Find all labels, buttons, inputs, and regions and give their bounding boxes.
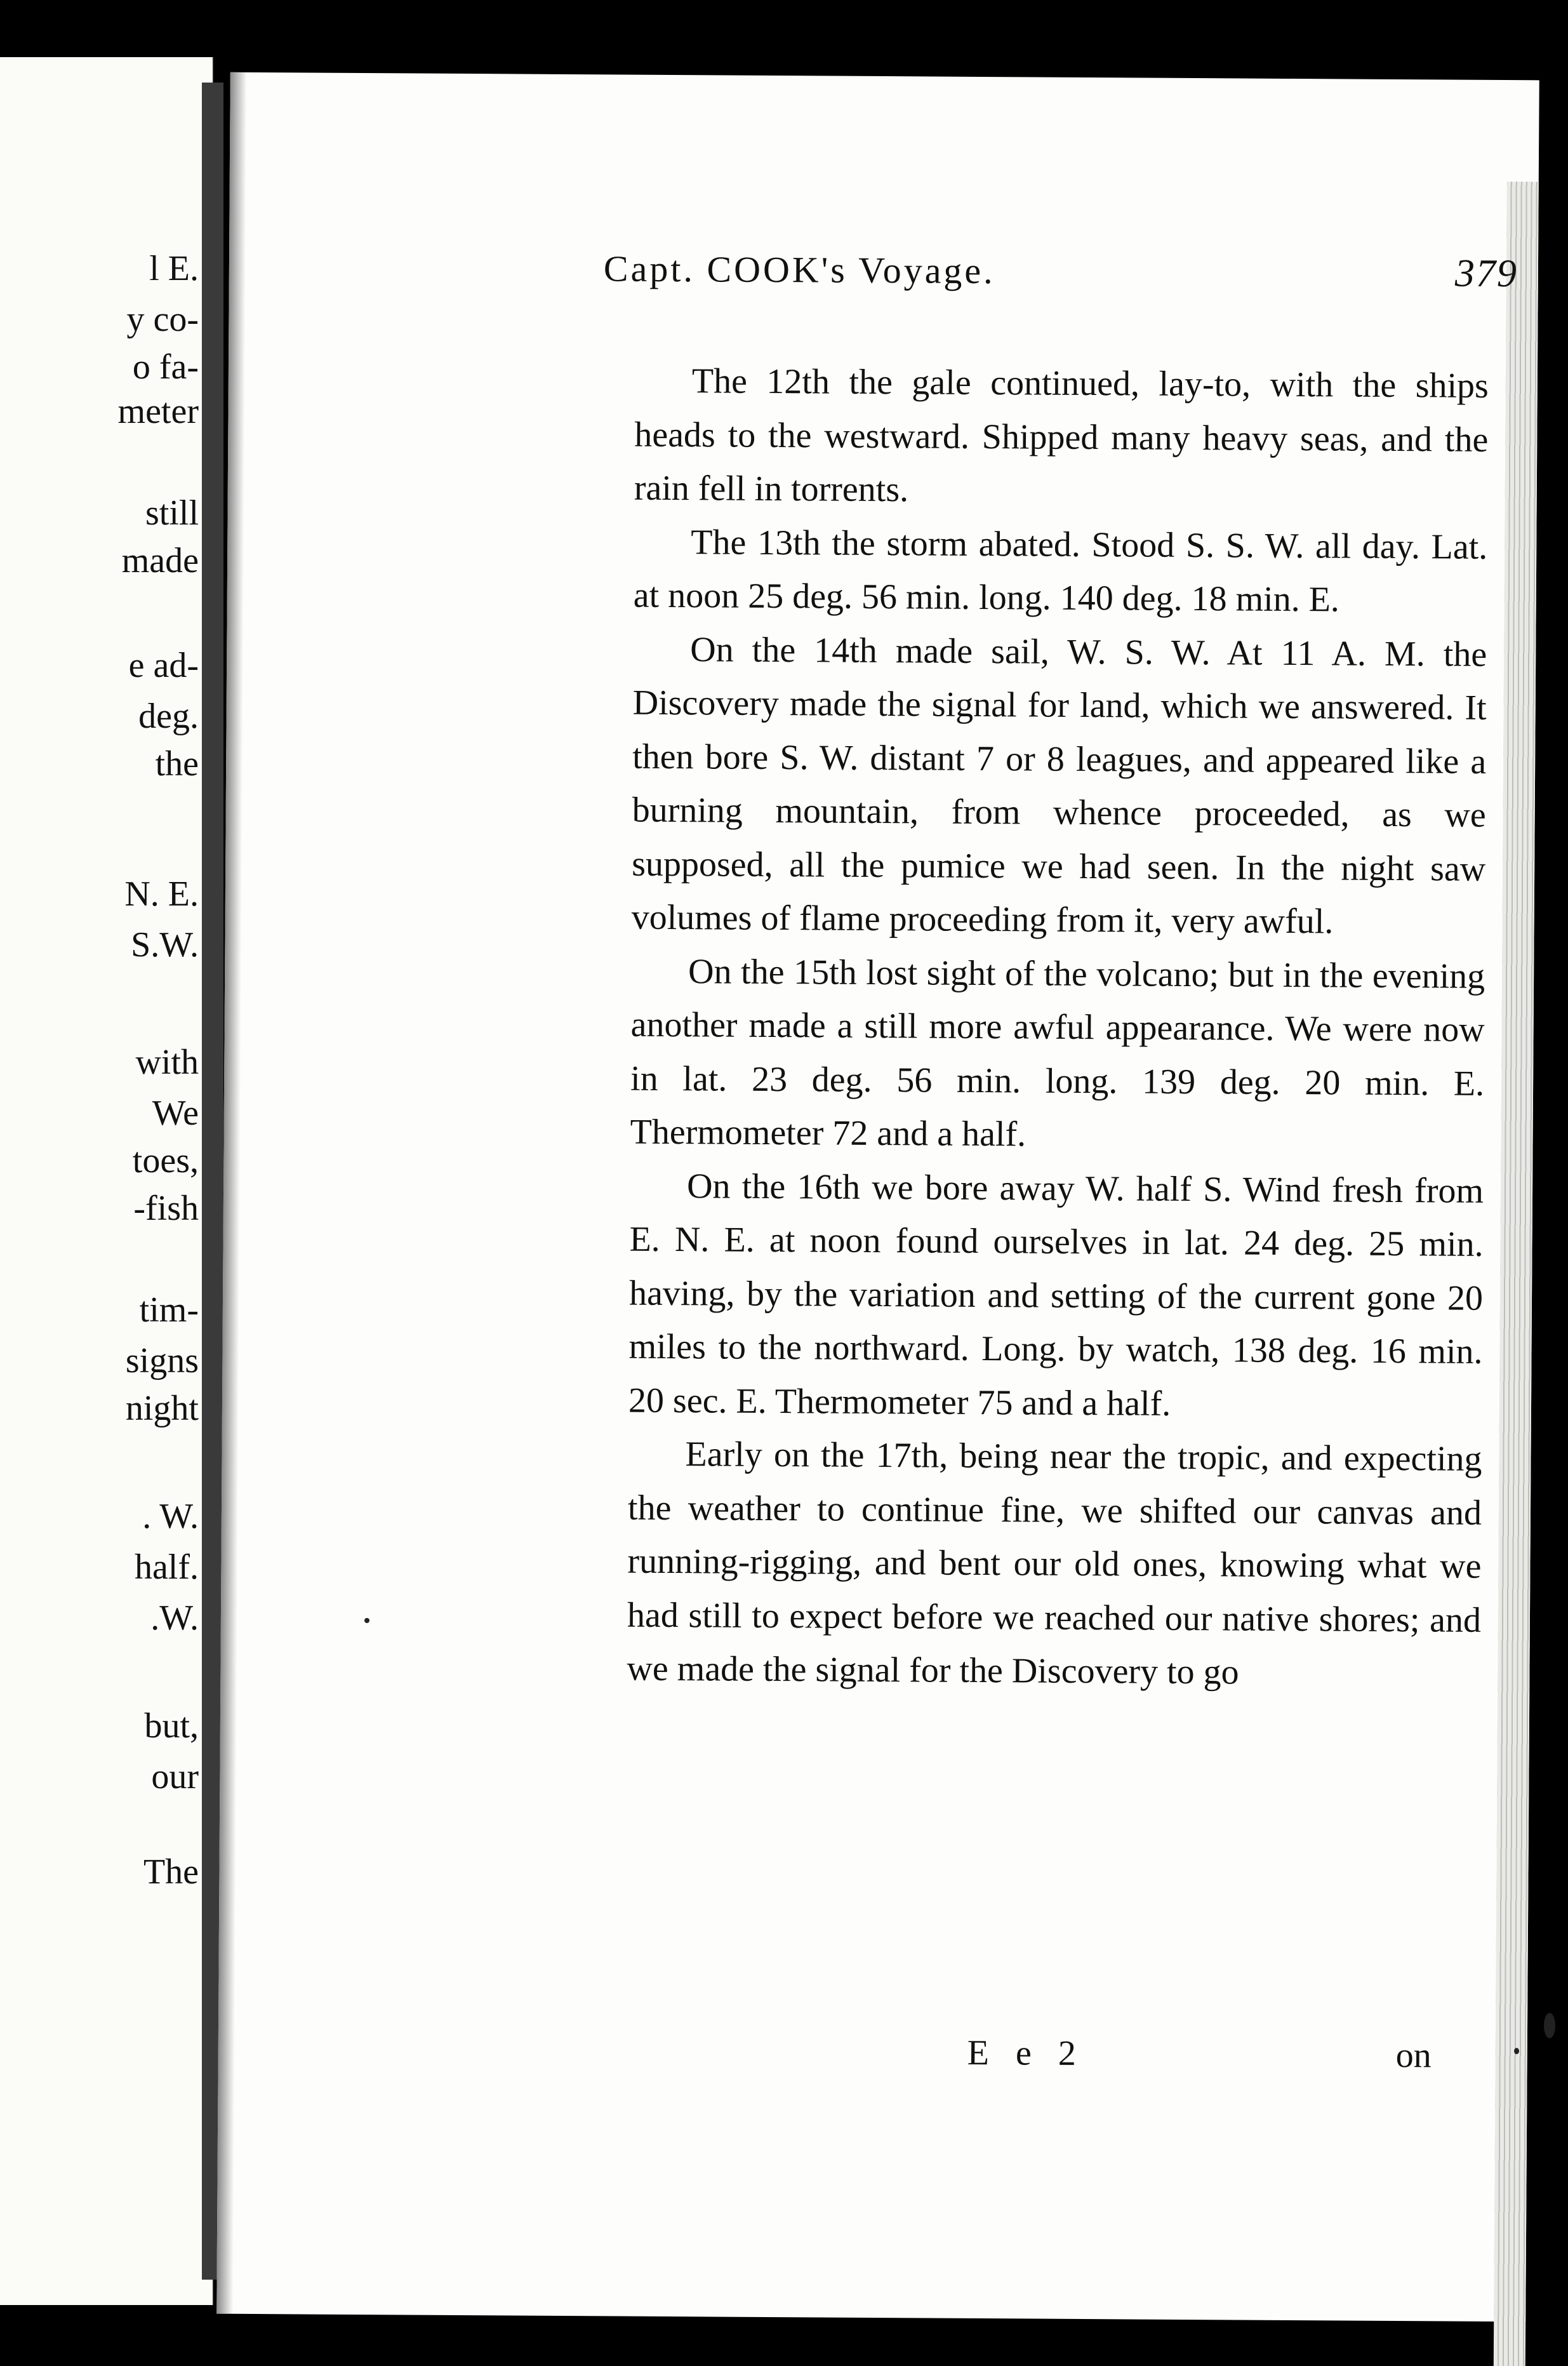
scan-speck [1514, 2048, 1519, 2054]
left-page-fragment: . W. [142, 1497, 199, 1536]
catchword: on [1395, 2036, 1432, 2076]
left-page-fragment: still [145, 493, 199, 533]
left-page-fragment: The [143, 1852, 199, 1892]
page-footer [218, 2028, 1527, 2076]
scan-speck [1544, 2013, 1555, 2038]
paragraph: The 12th the gale continued, lay-to, with the ships heads to the westward. Shipped many heavy seas, and the rain fell in torrents. [634, 361, 1489, 510]
left-page-fragment: tim- [139, 1290, 199, 1330]
page-edges [1494, 182, 1539, 2366]
right-page [216, 72, 1539, 2322]
paragraph: On the 14th made sail, W. S. W. At 11 A. M. the Discovery made the signal for land, which we answered. It then bore S. W. distant 7 or 8 leagues, and appeared like a burning mountain, from whence proceeded, as we supposed, all the pumice we had seen. In the night saw volumes of flame proceeding from it, very awful. [631, 629, 1487, 942]
scan-speck [364, 1618, 369, 1623]
page-number: 379 [1454, 251, 1518, 296]
left-page-fragment: o fa- [132, 347, 199, 387]
paragraph: The 13th the storm abated. Stood S. S. W. all day. Lat. at noon 25 deg. 56 min. long. 140 deg. 18 min. E. [633, 522, 1488, 620]
left-page-fragment: with [135, 1043, 199, 1082]
left-page-fragment: our [151, 1757, 199, 1796]
signature-mark: E e 2 [967, 2033, 1086, 2074]
left-page-fragment: toes, [132, 1141, 199, 1180]
left-page-fragment: .W. [150, 1598, 199, 1638]
left-page-fragment: the [155, 744, 199, 784]
left-page-fragment: S.W. [131, 925, 199, 965]
left-page-fragment: meter [117, 392, 199, 431]
left-page-fragment: deg. [138, 697, 199, 736]
left-page-fragment: half. [134, 1547, 199, 1587]
left-page-fragment: -fish [133, 1189, 199, 1228]
left-page-fragment: night [125, 1389, 199, 1428]
paragraph: On the 16th we bore away W. half S. Wind fresh from E. N. E. at noon found ourselves in lat. 24 deg. 25 min. having, by the variation and setting of the current gone 20 miles to the northward. Long. by watch, 138 deg. 16 min. 20 sec. E. Thermometer 75 and a half. [628, 1166, 1484, 1424]
left-page-fragment: l E. [149, 249, 199, 288]
left-page-fragment: made [121, 541, 199, 580]
running-title: Capt. COOK's Voyage. [603, 248, 995, 292]
left-page-fragment: e ad- [128, 646, 199, 685]
running-head [604, 246, 1518, 297]
left-page-fragment: signs [125, 1341, 199, 1380]
paragraph: On the 15th lost sight of the volcano; but in the evening another made a still more awful appearance. We were now in lat. 23 deg. 56 min. long. 139 deg. 20 min. E. Thermometer 72 and a half. [630, 951, 1485, 1154]
left-page-fragment: but, [144, 1706, 199, 1746]
paragraph: Early on the 17th, being near the tropic, and expecting the weather to continue fine, we shifted our canvas and running-rigging, and bent our old ones, knowing what we had still to expect before we reached our native shores; and we made the signal for the Discovery to go [627, 1434, 1482, 1692]
left-facing-page [0, 57, 214, 2305]
left-page-fragment: We [152, 1093, 199, 1133]
left-page-fragment: N. E. [124, 874, 199, 914]
body-text [627, 354, 1489, 1701]
left-page-fragment: y co- [126, 300, 199, 339]
